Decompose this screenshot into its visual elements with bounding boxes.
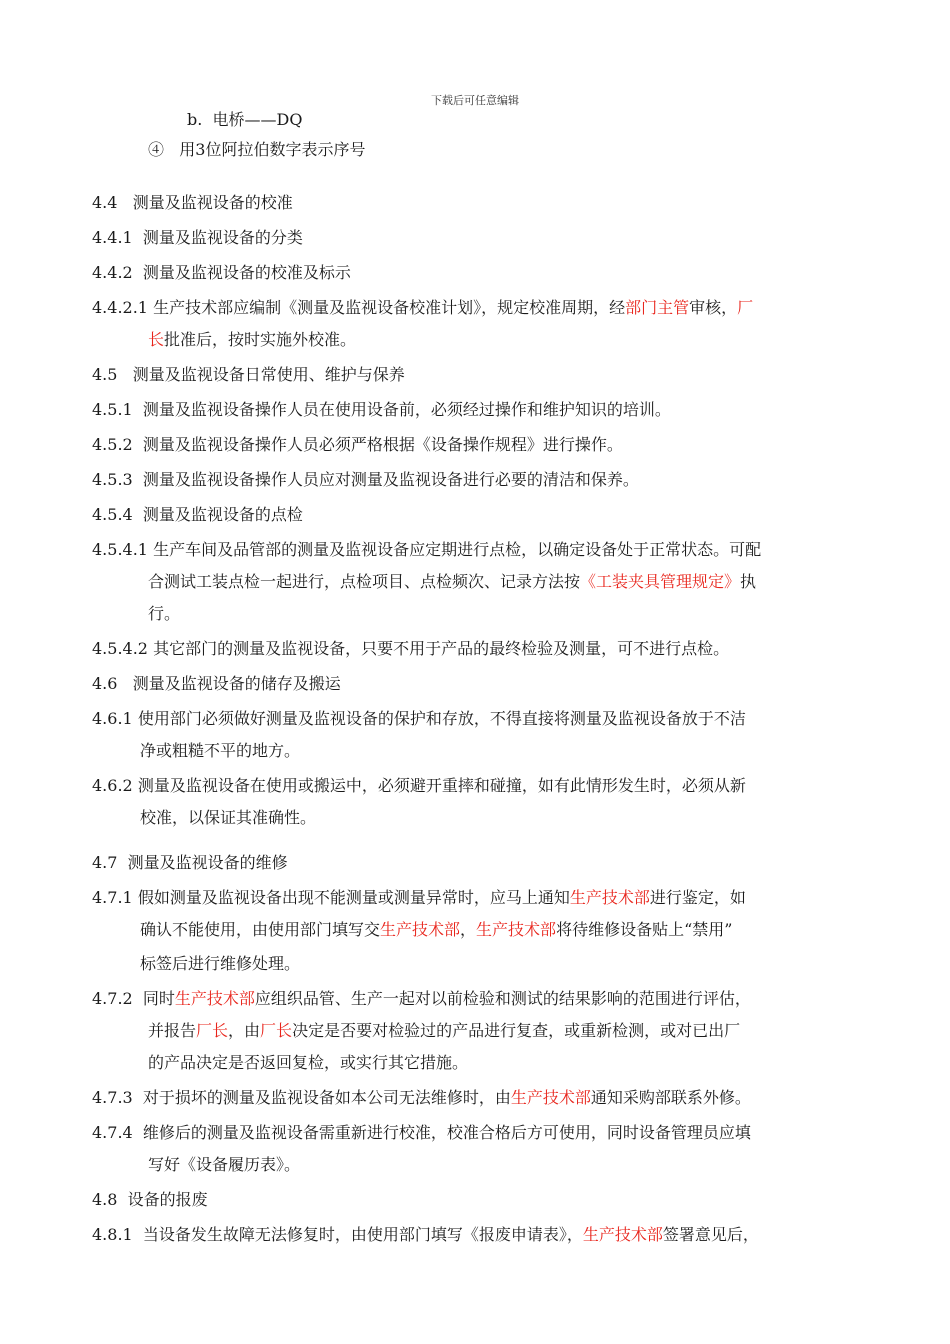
paragraph-4-7-3: 4.7.3 对于损坏的测量及监视设备如本公司无法维修时，由生产技术部通知采购部联系外修。: [92, 1088, 751, 1107]
paragraph-continuation: 并报告厂长，由厂长决定是否要对检验过的产品进行复查，或重新检测，或对已出厂: [148, 1021, 741, 1040]
list-text: 电桥——DQ: [212, 110, 303, 129]
section-heading-4-4-2: 4.4.2 测量及监视设备的校准及标示: [92, 263, 351, 282]
paragraph-4-5-4-1: 4.5.4.1 生产车间及品管部的测量及监视设备应定期进行点检，以确定设备处于正常状态。可配: [92, 540, 762, 559]
paragraph-4-7-2: 4.7.2 同时生产技术部应组织品管、生产一起对以前检验和测试的结果影响的范围进行评估，: [92, 989, 751, 1008]
list-text: 用3位阿拉伯数字表示序号: [179, 140, 366, 159]
section-heading-4-4-1: 4.4.1 测量及监视设备的分类: [92, 228, 303, 247]
paragraph-4-5-3: 4.5.3 测量及监视设备操作人员应对测量及监视设备进行必要的清洁和保养。: [92, 470, 639, 489]
paragraph-4-4-2-1: 4.4.2.1 生产技术部应编制《测量及监视设备校准计划》，规定校准周期，经部门主管审核，厂: [92, 298, 754, 317]
paragraph-continuation: 确认不能使用，由使用部门填写交生产技术部，生产技术部将待维修设备贴上“禁用”: [140, 920, 733, 939]
paragraph-continuation: 行。: [148, 604, 181, 623]
paragraph-continuation: 净或粗糙不平的地方。: [140, 741, 301, 760]
paragraph-continuation: 长批准后，按时实施外校准。: [148, 330, 357, 349]
section-heading-4-5-4: 4.5.4 测量及监视设备的点检: [92, 505, 303, 524]
section-heading-4-6: 4.6 测量及监视设备的储存及搬运: [92, 674, 341, 693]
section-heading-4-7: 4.7 测量及监视设备的维修: [92, 853, 288, 872]
paragraph-4-6-1: 4.6.1 使用部门必须做好测量及监视设备的保护和存放，不得直接将测量及监视设备放于不洁: [92, 709, 746, 728]
paragraph-continuation: 标签后进行维修处理。: [140, 954, 301, 973]
paragraph-4-6-2: 4.6.2 测量及监视设备在使用或搬运中，必须避开重摔和碰撞，如有此情形发生时，必须从新: [92, 776, 746, 795]
list-item-b: [187, 110, 302, 130]
paragraph-4-7-1: 4.7.1 假如测量及监视设备出现不能测量或测量异常时，应马上通知生产技术部进行鉴定，如: [92, 888, 746, 907]
page-header: 下载后可任意编辑: [431, 94, 519, 107]
paragraph-continuation: 的产品决定是否返回复检，或实行其它措施。: [148, 1053, 469, 1072]
list-item-4: [148, 140, 365, 160]
paragraph-continuation: 合测试工装点检一起进行，点检项目、点检频次、记录方法按《工装夹具管理规定》执: [148, 572, 757, 591]
section-heading-4-4: 4.4 测量及监视设备的校准: [92, 193, 293, 212]
paragraph-4-8-1: 4.8.1 当设备发生故障无法修复时，由使用部门填写《报废申请表》，生产技术部签署意见后，: [92, 1225, 759, 1244]
paragraph-continuation: 校准，以保证其准确性。: [140, 808, 317, 827]
paragraph-4-5-1: 4.5.1 测量及监视设备操作人员在使用设备前，必须经过操作和维护知识的培训。: [92, 400, 671, 419]
paragraph-4-5-4-2: 4.5.4.2 其它部门的测量及监视设备，只要不用于产品的最终检验及测量，可不进行点检。: [92, 639, 730, 658]
section-heading-4-8: 4.8 设备的报废: [92, 1190, 208, 1209]
paragraph-continuation: 写好《设备履历表》。: [148, 1155, 301, 1174]
list-marker: b.: [187, 110, 203, 129]
list-marker: ④: [148, 140, 165, 159]
section-heading-4-5: 4.5 测量及监视设备日常使用、维护与保养: [92, 365, 405, 384]
paragraph-4-5-2: 4.5.2 测量及监视设备操作人员必须严格根据《设备操作规程》进行操作。: [92, 435, 623, 454]
paragraph-4-7-4: 4.7.4 维修后的测量及监视设备需重新进行校准，校准合格后方可使用，同时设备管理员应填: [92, 1123, 751, 1142]
